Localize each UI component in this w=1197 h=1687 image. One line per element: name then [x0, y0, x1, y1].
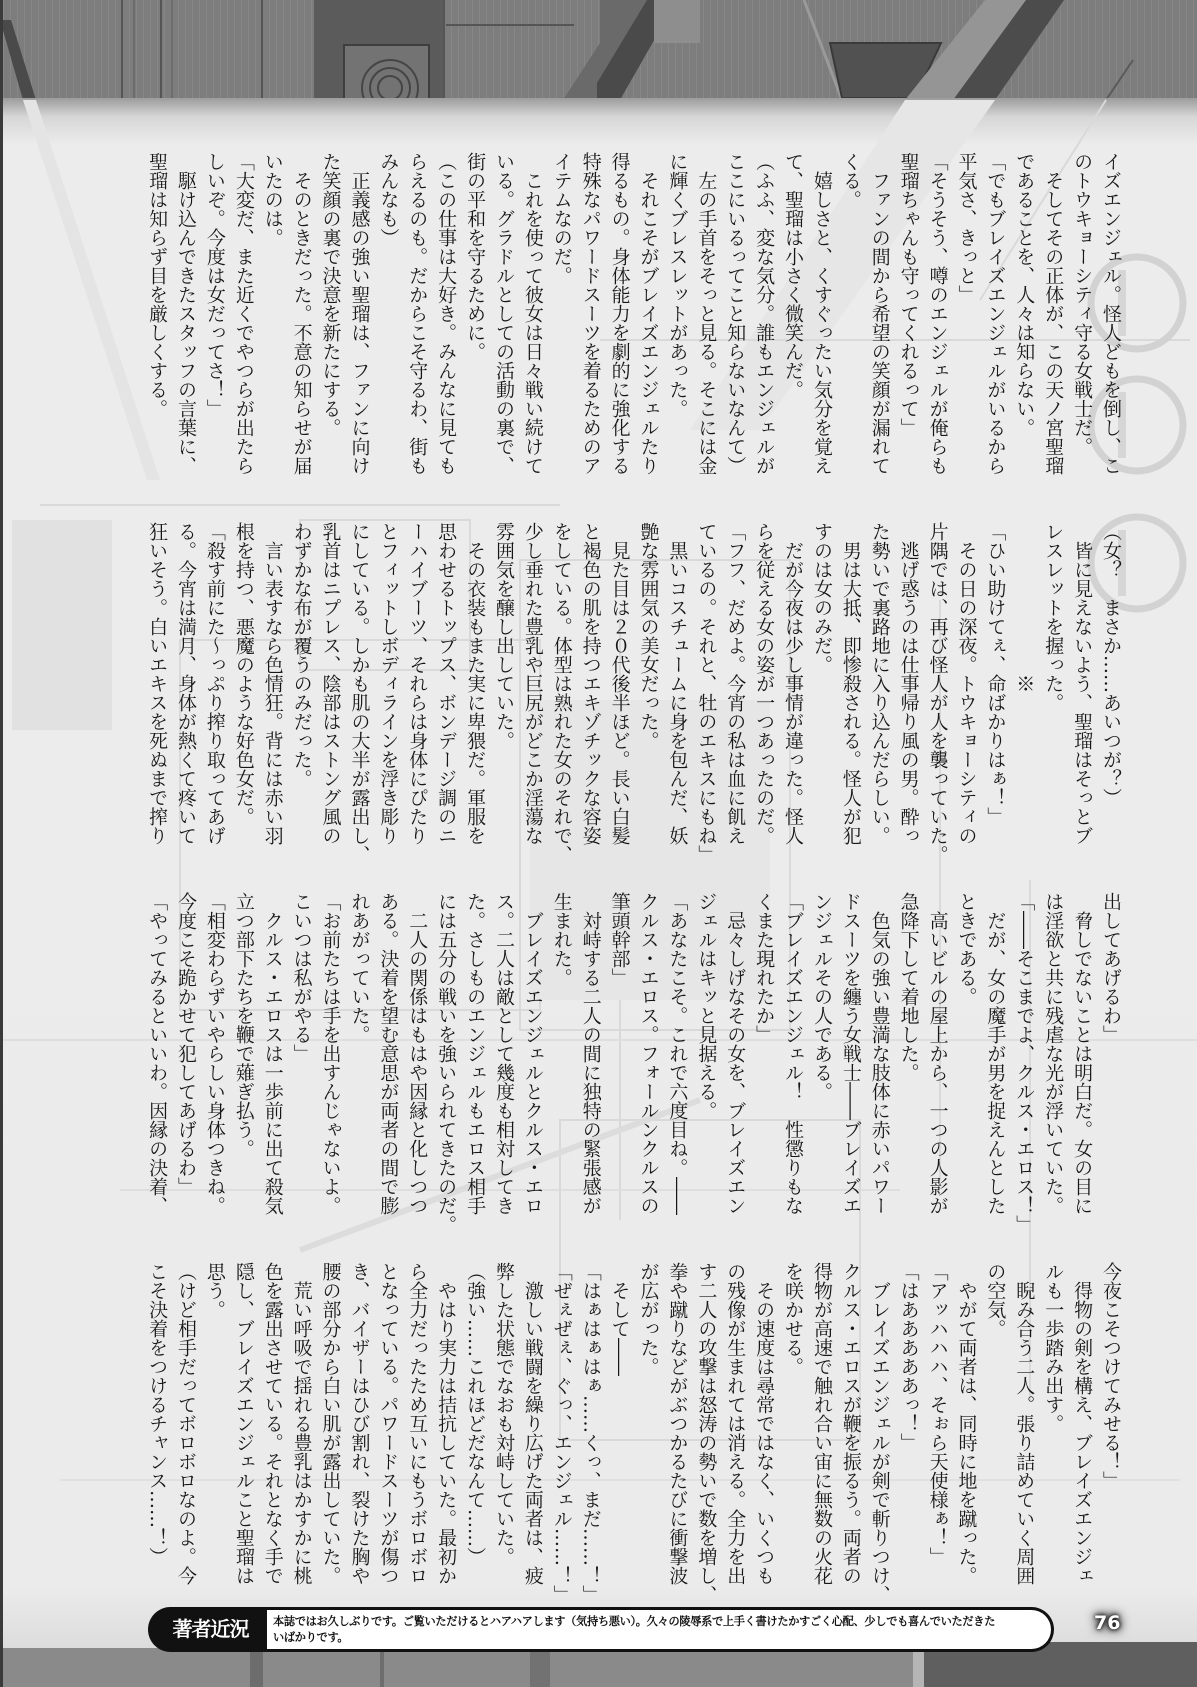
- text-column: ブレイズエンジェルが剣で斬りつけ、: [868, 1262, 891, 1604]
- author-note-label: 著者近況: [172, 1617, 249, 1641]
- text-column: のトウキョーシティ守る女戦士だ。: [1071, 152, 1094, 456]
- text-column: やはり実力は拮抗していた。最初か: [435, 1262, 458, 1585]
- text-column: それこそがブレイズエンジェルたり: [637, 152, 660, 475]
- text-column: 「あなたこそ。これで六度目ね。――: [666, 892, 689, 1215]
- text-column: （女？ まさか……あいつが？）: [1100, 522, 1122, 807]
- text-column: 「でもブレイズエンジェルがいるから: [984, 152, 1007, 475]
- text-column: その衣装もまた実に卑猥だ。軍服を: [464, 522, 487, 845]
- text-column: そして――: [608, 1262, 631, 1376]
- text-column: る。今宵は満月、身体が熱くて疼いて: [175, 522, 197, 845]
- text-column: 隠し、ブレイズエンジェルこと聖瑠は: [232, 1262, 255, 1585]
- text-column: 街の平和を守るために。: [464, 152, 487, 361]
- text-column: くる。: [839, 152, 862, 209]
- text-column: いたのは。: [261, 152, 284, 247]
- text-column: となっている。パワードスーツが傷つ: [377, 1262, 400, 1585]
- text-column: ら全力だったため互いにもうボロボロ: [406, 1262, 429, 1585]
- text-column: だが、女の魔手が男を捉えんとした: [984, 892, 1007, 1215]
- text-column: レスレットを握った。: [1042, 522, 1065, 712]
- text-column: とフィットしボディラインを浮き彫り: [377, 522, 400, 845]
- text-column: 片隅では、再び怪人が人を襲っていた。: [926, 522, 949, 864]
- text-column: やがて両者は、同時に地を蹴った。: [955, 1262, 978, 1585]
- text-column: 乳首はニプレス、陰部はストング風の: [319, 522, 342, 845]
- text-column: 見た目は２０代後半ほど。長い白髪: [608, 522, 631, 845]
- text-column: 黒いコスチュームに身を包んだ、妖: [666, 522, 689, 845]
- text-column: 激しい戦闘を繰り広げた両者は、疲: [521, 1262, 544, 1585]
- text-column: その日の深夜。トウキョーシティの: [955, 522, 978, 845]
- text-tier-4: [142, 1262, 1125, 1604]
- text-column: （けど相手だってボロボロなのよ。今: [175, 1262, 197, 1585]
- text-column: みんなも）: [377, 152, 400, 247]
- text-column: こそ決着をつけるチャンス……！）: [146, 1262, 169, 1566]
- text-column: 「――そこまでよ、クルス・エロス！」: [1013, 892, 1036, 1234]
- text-column: クルス・エロスは一歩前に出て殺気: [261, 892, 284, 1215]
- text-column: を咲かせる。: [782, 1262, 805, 1376]
- text-tier-2: [142, 522, 1125, 864]
- text-column: 狂いそう。白いエキスを死ぬまで搾り: [146, 522, 169, 845]
- text-column: ているの。それと、牡のエキスにもね」: [695, 522, 718, 864]
- text-column: き、バイザーはひび割れ、裂けた胸や: [348, 1262, 371, 1585]
- text-column: 「お前たちは手を出すんじゃないよ。: [319, 892, 342, 1215]
- text-column: 生まれた。: [550, 892, 573, 987]
- text-column: 二人の関係はもはや因縁と化しつつ: [406, 892, 429, 1215]
- text-column: 「ぜぇぜぇ、ぐっ、エンジェル……！」: [550, 1262, 573, 1604]
- text-column: 駆け込んできたスタッフの言葉に、: [175, 152, 197, 475]
- text-column: 「そうそう、噂のエンジェルが俺らも: [926, 152, 949, 475]
- text-column: 得物の剣を構え、ブレイズエンジェ: [1071, 1262, 1094, 1585]
- text-column: 今度こそ跪かせて犯してあげるわ」: [175, 892, 197, 1196]
- scene-break-marker: ※: [1013, 522, 1036, 693]
- text-column: 「大変だ、また近くでやつらが出たら: [232, 152, 255, 475]
- text-column: であることを、人々は知らない。: [1013, 152, 1036, 437]
- text-column: 根を持つ、悪魔のような好色女だ。: [232, 522, 255, 826]
- text-column: す二人の攻撃は怒涛の勢いで数を増し、: [695, 1262, 718, 1604]
- text-column: 聖瑠ちゃんも守ってくれるって」: [897, 152, 920, 437]
- text-column: 「フフ、だめよ。今宵の私は血に飢え: [724, 522, 747, 845]
- text-column: 対峙する二人の間に独特の緊張感が: [579, 892, 602, 1215]
- text-column: にしている。しかも肌の大半が露出し、: [348, 522, 371, 864]
- text-column: 出してあげるわ」: [1100, 892, 1122, 1044]
- text-column: そしてその正体が、この天ノ宮聖瑠: [1042, 152, 1065, 475]
- text-column: （強い……これほどだなんて……）: [464, 1262, 487, 1566]
- text-column: て、聖瑠は小さく微笑んだ。: [782, 152, 805, 399]
- text-tier-1: [142, 152, 1125, 478]
- author-note-text-line-1: 本誌ではお久しぶりです。ご覧いただけるとハアハアします（気持ち悪い）。久々の陵辱系で上手く書けたかすごく心配、少しでも喜んでいただきた: [273, 1615, 996, 1628]
- text-column: には五分の戦いを強いられてきたのだ。: [435, 892, 458, 1234]
- text-column: 平気さ、きっと」: [955, 152, 978, 304]
- text-column: ときである。: [955, 892, 978, 1006]
- text-column: 筆頭幹部」: [608, 892, 631, 987]
- text-column: 雰囲気を醸し出していた。: [492, 522, 515, 750]
- text-column: （この仕事は大好き。みんなに見ても: [435, 152, 458, 475]
- text-column: ジェルはキッと見据える。: [695, 892, 718, 1120]
- text-column: 皆に見えないよう、聖瑠はそっとブ: [1071, 522, 1094, 845]
- text-column: らを従える女の姿が一つあったのだ。: [753, 522, 776, 845]
- text-column: 「殺す前にた～っぷり搾り取ってあげ: [203, 522, 226, 845]
- text-column: だが今夜は少し事情が違った。怪人: [782, 522, 805, 845]
- text-column: らえるのも。だからこそ守るわ、街も: [406, 152, 429, 475]
- text-column: そのときだった。不意の知らせが届: [290, 152, 313, 475]
- text-column: 「やってみるといいわ。因縁の決着、: [146, 892, 169, 1215]
- text-column: た。さしものエンジェルもエロス相手: [464, 892, 487, 1215]
- text-column: 「相変わらずいやらしい身体つきね。: [203, 892, 226, 1215]
- text-column: 「はあああああっ！」: [897, 1262, 920, 1452]
- text-column: ファンの間から希望の笑顔が漏れて: [868, 152, 891, 475]
- author-note-box: [267, 1610, 1051, 1649]
- text-column: が広がった。: [637, 1262, 660, 1376]
- text-column: 得物が高速で触れ合い宙に無数の火花: [810, 1262, 833, 1585]
- text-column: 「ひい助けてぇ、命ばかりはぁ！」: [984, 522, 1007, 826]
- text-column: 正義感の強い聖瑠は、ファンに向け: [348, 152, 371, 475]
- text-column: 思わせるトップス、ボンデージ調のニ: [435, 522, 458, 845]
- text-column: 「はぁはぁはぁ……くっ、まだ……！」: [579, 1262, 602, 1604]
- text-column: た笑顔の裏で決意を新たにする。: [319, 152, 342, 437]
- text-column: 拳や蹴りなどがぶつかるたびに衝撃波: [666, 1262, 689, 1585]
- text-column: 特殊なパワードスーツを着るためのア: [579, 152, 602, 475]
- text-column: ドスーツを纏う女戦士――ブレイズエ: [839, 892, 862, 1215]
- text-column: をしている。体型は熟れた女のそれで、: [550, 522, 573, 864]
- text-column: 艶な雰囲気の美女だった。: [637, 522, 660, 750]
- text-column: 脅しでないことは明白だ。女の目に: [1071, 892, 1094, 1215]
- text-column: イテムなのだ。: [550, 152, 573, 285]
- text-column: （ふふ、変な気分。誰もエンジェルが: [753, 152, 776, 475]
- text-column: 嬉しさと、くすぐったい気分を覚え: [810, 152, 833, 475]
- text-column: れあがっていた。: [348, 892, 371, 1044]
- text-column: と褐色の肌を持つエキゾチックな容姿: [579, 522, 602, 845]
- text-column: ある。決着を望む意思が両者の間で膨: [377, 892, 400, 1215]
- text-column: ここにいるってこと知らないなんて）: [724, 152, 747, 475]
- text-column: 立つ部下たちを鞭で薙ぎ払う。: [232, 892, 255, 1158]
- text-column: に輝くブレスレットがあった。: [666, 152, 689, 418]
- text-column: の空気。: [984, 1262, 1007, 1338]
- text-column: 高いビルの屋上から、一つの人影が: [926, 892, 949, 1215]
- text-column: クルス・エロスが鞭を振るう。両者の: [839, 1262, 862, 1585]
- author-note-text-line-2: いばかりです。: [273, 1631, 349, 1644]
- text-column: 色気の強い豊満な肢体に赤いパワー: [868, 892, 891, 1215]
- text-column: 思う。: [203, 1262, 226, 1319]
- text-column: すのは女のみだ。: [810, 522, 833, 674]
- text-column: 「ブレイズエンジェル！ 性懲りもな: [782, 892, 805, 1215]
- text-column: 弊した状態でなおも対峙していた。: [492, 1262, 515, 1566]
- text-column: 荒い呼吸で揺れる豊乳はかすかに桃: [290, 1262, 313, 1585]
- text-column: 「アッハハハ、そぉら天使様ぁ！」: [926, 1262, 949, 1566]
- text-column: クルス・エロス。フォールンクルスの: [637, 892, 660, 1215]
- text-column: ルも一歩踏み出す。: [1042, 1262, 1065, 1433]
- text-column: 左の手首をそっと見る。そこには金: [695, 152, 718, 475]
- page-number: 76: [1094, 1612, 1121, 1634]
- text-column: その速度は尋常ではなく、いくつも: [753, 1262, 776, 1585]
- text-column: わずかな布が覆うのみだった。: [290, 522, 313, 788]
- text-column: 聖瑠は知らず目を厳しくする。: [146, 152, 169, 418]
- text-column: しいぞ。今度は女だってさ！」: [203, 152, 226, 418]
- text-column: 忌々しげなその女を、ブレイズエン: [724, 892, 747, 1215]
- text-column: 色を露出させている。それとなく手で: [261, 1262, 284, 1585]
- text-column: いる。グラドルとしての活動の裏で、: [492, 152, 515, 475]
- text-column: 睨み合う二人。張り詰めていく周囲: [1013, 1262, 1036, 1585]
- text-column: 今夜こそつけてみせる！」: [1100, 1262, 1122, 1490]
- text-column: の残像が生まれては消える。全力を出: [724, 1262, 747, 1585]
- text-column: イズエンジェル。怪人どもを倒し、こ: [1100, 152, 1122, 475]
- text-column: 言い表すなら色情狂。背には赤い羽: [261, 522, 284, 845]
- text-column: ーハイブーツ、それらは身体にぴたり: [406, 522, 429, 845]
- text-column: 少し垂れた豊乳や巨尻がどこか淫蕩な: [521, 522, 544, 845]
- text-column: 得るもの。身体能力を劇的に強化する: [608, 152, 631, 475]
- author-note-footer: [148, 1607, 1054, 1652]
- text-column: た勢いで裏路地に入り込んだらしい。: [868, 522, 891, 845]
- text-column: こいつは私がやる」: [290, 892, 313, 1063]
- text-column: ス。二人は敵として幾度も相対してき: [492, 892, 515, 1215]
- text-column: ブレイズエンジェルとクルス・エロ: [521, 892, 544, 1215]
- text-column: は淫欲と共に残虐な光が浮いていた。: [1042, 892, 1065, 1215]
- text-column: 急降下して着地した。: [897, 892, 920, 1082]
- text-column: 逃げ惑うのは仕事帰り風の男。酔っ: [897, 522, 920, 845]
- text-tier-3: [142, 892, 1125, 1234]
- text-column: くまた現れたか」: [753, 892, 776, 1044]
- text-column: 腰の部分から白い肌が露出していた。: [319, 1262, 342, 1585]
- text-column: 男は大抵、即惨殺される。怪人が犯: [839, 522, 862, 845]
- text-column: ンジェルその人である。: [810, 892, 833, 1101]
- text-column: これを使って彼女は日々戦い続けて: [521, 152, 544, 475]
